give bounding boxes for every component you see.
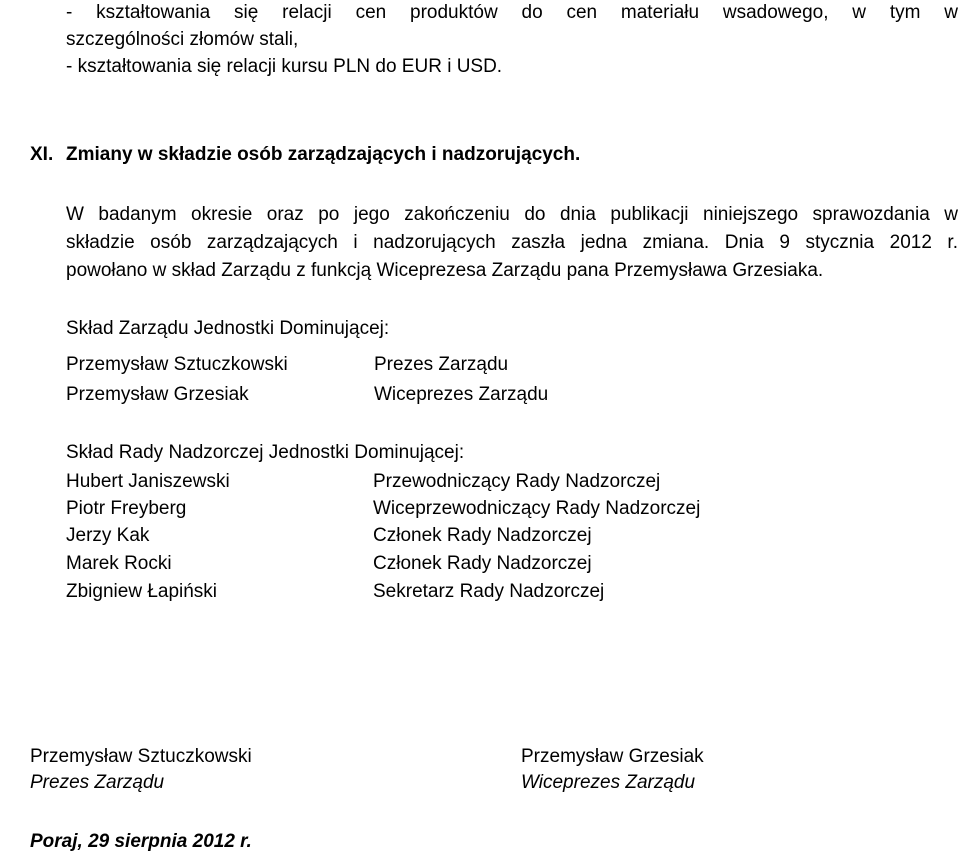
board-heading: Skład Zarządu Jednostki Dominującej:	[66, 318, 390, 339]
board-member-name: Przemysław Sztuczkowski	[66, 354, 288, 375]
section-title: Zmiany w składzie osób zarządzających i nadzorujących.	[66, 144, 581, 165]
supervisory-member-name: Jerzy Kak	[66, 525, 150, 546]
section-number: XI.	[30, 144, 54, 165]
signature-name: Przemysław Sztuczkowski	[30, 746, 252, 767]
board-member-role: Prezes Zarządu	[374, 354, 509, 375]
bullet-line-1: - kształtowania się relacji cen produktów do cen materiału wsadowego, w tym w	[66, 2, 958, 23]
place-date: Poraj, 29 sierpnia 2012 r.	[30, 831, 252, 852]
paragraph-line-3: powołano w skład Zarządu z funkcją Wiceprezesa Zarządu pana Przemysława Grzesiaka.	[66, 260, 824, 281]
bullet-line-3: - kształtowania się relacji kursu PLN do EUR i USD.	[66, 56, 503, 77]
signature-role: Wiceprezes Zarządu	[521, 772, 696, 793]
supervisory-member-name: Zbigniew Łapiński	[66, 581, 218, 602]
signature-name: Przemysław Grzesiak	[521, 746, 704, 767]
supervisory-member-name: Hubert Janiszewski	[66, 471, 230, 492]
supervisory-member-role: Członek Rady Nadzorczej	[373, 553, 592, 574]
supervisory-heading: Skład Rady Nadzorczej Jednostki Dominującej:	[66, 442, 465, 463]
supervisory-member-name: Marek Rocki	[66, 553, 172, 574]
signature-role: Prezes Zarządu	[30, 772, 165, 793]
supervisory-member-role: Przewodniczący Rady Nadzorczej	[373, 471, 661, 492]
supervisory-member-role: Wiceprzewodniczący Rady Nadzorczej	[373, 498, 701, 519]
board-member-name: Przemysław Grzesiak	[66, 384, 249, 405]
supervisory-member-name: Piotr Freyberg	[66, 498, 187, 519]
paragraph-line-1: W badanym okresie oraz po jego zakończeniu do dnia publikacji niniejszego sprawozdania w	[66, 204, 958, 225]
board-member-role: Wiceprezes Zarządu	[374, 384, 549, 405]
paragraph-line-2: składzie osób zarządzających i nadzorujących zaszła jedna zmiana. Dnia 9 stycznia 2012 r.	[66, 232, 958, 253]
bullet-line-2: szczególności złomów stali,	[66, 29, 299, 50]
supervisory-member-role: Członek Rady Nadzorczej	[373, 525, 592, 546]
supervisory-member-role: Sekretarz Rady Nadzorczej	[373, 581, 605, 602]
